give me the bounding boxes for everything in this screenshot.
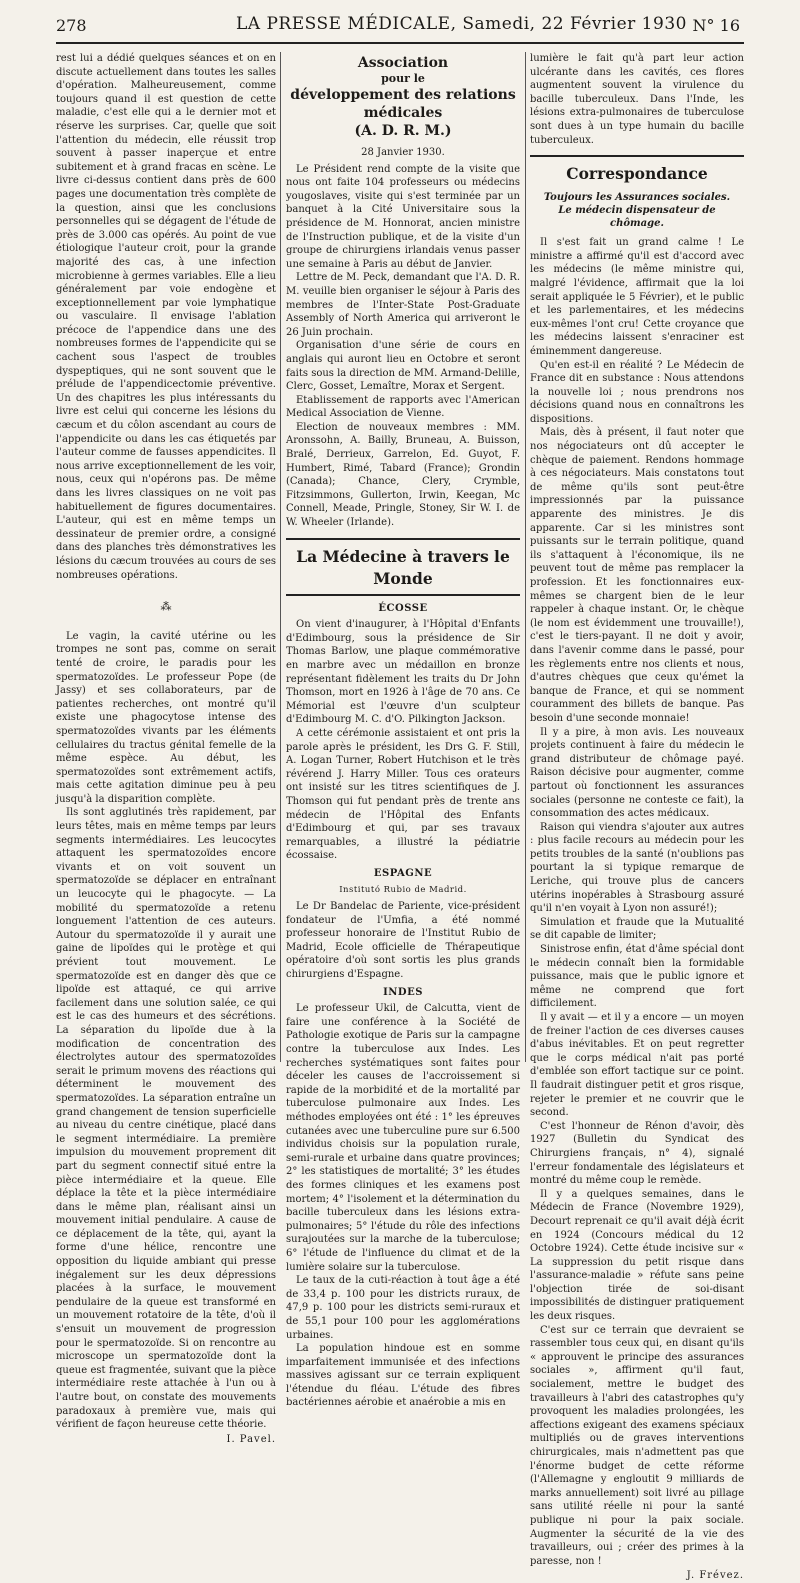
masthead-rule <box>56 42 744 44</box>
correspondance-paragraph: Il y a quelques semaines, dans le Médecin de France (Novembre 1929), Decourt reprenait ce qu'il avait déjà écrit en 1924 (Concours médical du 12 Octobre 1924). Cette étude incisive sur « La suppression du petit risque dans l'assurance-maladie » réfute sans peine l'objection tirée de soi-disant impossibilités de distinguer pratiquement les deux risques. <box>530 1188 744 1323</box>
masthead <box>0 0 800 46</box>
correspondance-paragraph: C'est l'honneur de Rénon d'avoir, dès 1927 (Bulletin du Syndicat des Chirurgiens français, n° 4), signalé l'erreur fondamentale des législateurs et montré du même coup le remède. <box>530 1120 744 1187</box>
page-number: 278 <box>56 16 87 35</box>
association-paragraph: Le Président rend compte de la visite que nous ont faite 104 professeurs ou médecins yougoslaves, visite qui s'est terminée par un banquet à la Cité Universitaire sous la présidence de M. Honnorat, ancien ministre de l'Instruction publique, et de la visite d'un groupe de chirurgiens irlandais venus passer une semaine à Paris au début de Janvier. <box>286 163 520 270</box>
association-heading <box>286 54 520 140</box>
ecosse-paragraph: A cette cérémonie assistaient et ont pris la parole après le président, les Drs G. F. Still, A. Logan Turner, Robert Hutchison et le très révérend J. Harry Miller. Tous ces orateurs ont insisté sur les titres scientifiques de J. Thomson qui fut pendant près de trente ans médecin de l'Hôpital des Enfants d'Edimbourg et qui, par ses travaux remarquables, a illustré la pédiatrie écossaise. <box>286 727 520 862</box>
column-right <box>530 52 744 1582</box>
section-separator-stars: ⁂ <box>160 600 172 614</box>
world-section-heading: La Médecine à travers le Monde <box>296 546 510 588</box>
correspondance-paragraph: Qu'en est-il en réalité ? Le Médecin de France dit en substance : Nous attendons la nouvelle loi ; nous prendrons nos décisions quand nous en connaîtrons les dispositions. <box>530 359 744 425</box>
institute-subheading: Institutó Rubio de Madrid. <box>339 884 467 895</box>
ecosse-paragraph: On vient d'inaugurer, à l'Hôpital d'Enfants d'Edimbourg, sous la présidence de Sir Thomas Barlow, une plaque commémorative en marbre avec un médaillon en bronze représentant fidèlement les traits du Dr John Thomson, mort en 1926 à l'âge de 70 ans. Ce Mémorial est l'œuvre d'un sculpteur d'Edimbourg M. C. d'O. Pilkington Jackson. <box>286 619 520 726</box>
association-paragraph: Lettre de M. Peck, demandant que l'A. D. R. M. veuille bien organiser le séjour à Paris des membres de l'Inter-State Post-Graduate Assembly of North America qui arriveront le 26 Juin prochain. <box>286 272 520 338</box>
correspondance-paragraph: Il y a pire, à mon avis. Les nouveaux projets continuent à faire du médecin le grand distributeur de chômage payé. Raison décisive pour augmenter, comme partout où fonctionnent les assurances sociales (personne ne conteste ce fait), la consommation des actes médicaux. <box>530 726 744 820</box>
article-signature: I. Pavel. <box>226 1433 276 1445</box>
correspondance-paragraph: Mais, dès à présent, il faut noter que nos négociateurs ont dû accepter le chèque de paiement. Rendons hommage à ces négociateurs. Mais constatons tout de même qu'ils sont peut-être impressionnés par la puissance apparente des ministres. Je dis apparente. Car si les ministres sont puissants sur le terrain politique, quand ils s'attaquent à l'économique, ils ne peuvent tout de même pas remplacer la profession. Et les fonctionnaires eux-mêmes se chargent bien de le leur rappeler à chaque instant. Or, le chèque (le nom est évidemment une trouvaille!), c'est le tiers-payant. Il ne doit y avoir, dans l'avenir comme dans le passé, pour les règlements entre nos clients et nous, d'autres chèques que ceux qu'émet la banque de France, et qui se nomment couramment des billets de banque. Pas besoin d'une seconde monnaie! <box>530 427 744 724</box>
correspondance-paragraph: C'est sur ce terrain que devraient se rassembler tous ceux qui, en disant qu'ils « approuvent le principe des assurances sociales », affirment qu'il faut, socialement, mettre le budget des travailleurs à l'abri des catastrophes qu'y provoquent les maladies prolongées, les affections exigeant des examens spéciaux multipliés ou de graves interventions chirurgicales, mais n'admettent pas que l'énorme budget de cette réforme (l'Allemagne y engloutit 9 milliards de marks annuellement) soit livré au pillage sans utilité réelle ni pour la santé publique ni pour la paix sociale. Augmenter la sécurité de la vie des travailleurs, oui ; créer des primes à la paresse, non ! <box>530 1324 744 1567</box>
meeting-date: 28 Janvier 1930. <box>361 147 445 158</box>
correspondance-paragraph: Simulation et fraude que la Mutualité se dit capable de limiter; <box>530 916 744 942</box>
correspondance-paragraph: Raison qui viendra s'ajouter aux autres : plus facile recours au médecin pour les petits troubles de la santé (n'oublions pas pourtant la si typique remarque de Leriche, qui trouve plus de cancers utérins inopérables à Strasbourg assuré qu'il n'en voyait à Lyon non assuré!); <box>530 821 744 915</box>
country-heading-espagne: ESPAGNE <box>373 867 433 879</box>
section-rule <box>530 155 744 157</box>
correspondance-paragraph: Il s'est fait un grand calme ! Le ministre a affirmé qu'il est d'accord avec les médecins (le même ministre qui, malgré l'évidence, affirmait que la loi serait appliquée le 5 Février), et le public et les parlementaires, et les médecins eux-mêmes l'ont cru! Cette croyance que les médecins laissent s'enraciner est éminemment dangereuse. <box>530 237 744 357</box>
association-paragraph: Etablissement de rapports avec l'American Medical Association de Vienne. <box>286 394 520 420</box>
country-heading-indes: INDES <box>383 986 423 998</box>
article-paragraph: Ils sont agglutinés très rapidement, par leurs têtes, mais en même temps par leurs segments intermédiaires. Les leucocytes attaquent les spermatozoïdes encore vivants et on voit souvent un spermatozoïde se déplacer en entraînant un leucocyte qui le phagocyte. — La mobilité du spermatozoïde a retenu longuement l'attention de ces auteurs. Autour du spermatozoïde il y aurait une gaine de lipoïdes qui le protège et qui prévient tout mouvement. Le spermatozoïde est en danger dès que ce lipoïde est attaqué, ce qui arrive facilement dans une solution salée, ce qui est le cas des humeurs et des sécrétions. La séparation du lipoïde due à la modification de concentration des électrolytes autour des spermatozoïdes serait le primum movens des réactions qui déterminent le mouvement des spermatozoïdes. La séparation entraîne un grand changement de tension superficielle au niveau du centre cinétique, placé dans le segment intermédiaire. La première impulsion du mouvement proprement dit part du segment connectif situé entre la pièce intermédiaire et la queue. Elle déplace la tête et la pièce intermédiaire dans le même plan, réalisant ainsi un mouvement initial pendulaire. A cause de ce déplacement de la tête, qui, ayant la forme d'une hélice, rencontre une opposition du liquide ambiant qui presse inégalement sur les deux dépressions placées à la surface, le mouvement pendulaire de la queue est transformé en un mouvement rotatoire de la tête, d'où il s'ensuit un mouvement de progression pour le spermatozoïde. Si on rencontre au microscope un spermatozoïde dont la queue est fragmentée, suivant que la pièce intermédiaire reste attachée à l'un ou à l'autre bout, on constate des mouvements paradoxaux à première vue, mais qui vérifient de façon heureuse cette théorie. <box>56 807 276 1431</box>
correspondance-paragraph: Sinistrose enfin, état d'âme spécial dont le médecin connaît bien la formidable puissance, mais que le public ignore et même ne comprend que fort difficilement. <box>530 944 744 1010</box>
correspondance-signature: J. Frévez. <box>686 1570 744 1582</box>
section-rule <box>286 538 520 540</box>
correspondance-heading: Correspondance <box>566 164 708 184</box>
association-acronym: (A. D. R. M.) <box>354 123 452 139</box>
issue-number: N° 16 <box>692 16 740 35</box>
association-paragraph: Election de nouveaux membres : MM. Aronssohn, A. Bailly, Bruneau, A. Buisson, Bralé, Derrieux, Garrelon, Ed. Guyot, F. Humbert, Rimé, Tabard (France); Grondin (Canada); Chance, Clery, Crymble, Fitzsimmons, Gullerton, Irwin, Keegan, Mc Connell, Meade, Pringle, Stoney, Sir W. I. de W. Wheeler (Irlande). <box>286 421 520 529</box>
association-paragraph: Organisation d'une série de cours en anglais qui auront lieu en Octobre et seront faits sous la direction de MM. Armand-Delille, Clerc, Gosset, Lemaître, Morax et Sergent. <box>286 340 521 393</box>
journal-title: LA PRESSE MÉDICALE, Samedi, 22 Février 1930 <box>236 14 687 34</box>
indes-paragraph: Le professeur Ukil, de Calcutta, vient de faire une conférence à la Société de Pathologie exotique de Paris sur la campagne contre la tuberculose aux Indes. Les recherches systématiques sont faites pour déceler les causes de l'accroissement si rapide de la morbidité et de la mortalité par tuberculose pulmonaire aux Indes. Les méthodes employées ont été : 1° les épreuves cutanées avec une tuberculine pure sur 6.500 individus choisis sur la population rurale, semi-rurale et urbaine dans quatre provinces; 2° les statistiques de mortalité; 3° les études des formes cliniques et les examens post mortem; 4° l'isolement et la détermination du bacille tuberculeux dans les lésions extra-pulmonaires; 5° l'étude du rôle des infections surajoutées sur la marche de la tuberculose; 6° l'étude de l'influence du climat et de la lumière solaire sur la tuberculose. <box>286 1003 520 1273</box>
association-title-line2: pour le <box>381 72 425 85</box>
article-paragraph: Le vagin, la cavité utérine ou les trompes ne sont pas, comme on serait tenté de croire, le paradis pour les spermatozoïdes. Le professeur Pope (de Jassy) et ses collaborateurs, par de patientes recherches, ont montré qu'il existe une phagocytose intense des spermatozoïdes vivants par les éléments cellulaires du tractus génital femelle de la même espèce. Au début, les spermatozoïdes sont extrêmement actifs, mais cette agitation diminue peu à peu jusqu'à la disparition complète. <box>56 630 276 805</box>
association-title-line3: développement des relations médicales <box>290 87 516 121</box>
correspondance-subtitle-2: Le médecin dispensateur de chômage. <box>558 205 716 230</box>
correspondance-subtitle-1: Toujours les Assurances sociales. <box>543 192 731 204</box>
article-paragraph: rest lui a dédié quelques séances et on en discute actuellement dans toutes les salles d'opération. Malheureusement, comme toujours quand il est question de cette maladie, c'est elle qui a le dernier mot et réserve les surprises. Car, quelle que soit l'attention du médecin, elle réussit trop souvent à passer inaperçue et entre subitement et à grand fracas en scène. Le livre ci-dessus contient dans près de 600 pages une documentation très complète de la question, ainsi que les conclusions personnelles qui se dégagent de l'étude de près de 3.000 cas opérés. Au point de vue étiologique l'auteur croit, pour la grande majorité des cas, à une infection microbienne à germes variables. Elle a lieu généralement par voie endogène et exceptionnellement par voie lymphatique ou vasculaire. Il envisage l'ablation précoce de l'appendice dans une des nombreuses formes de l'appendicite qui se cachent sous l'aspect de troubles dyspeptiques, qui ne sont souvent que le prélude de l'appendicectomie préventive. Un des chapitres les plus intéressants du livre est celui qui concerne les lésions du cæcum et du côlon ascendant au cours de l'appendicite ou dans les cas étiquetés par l'auteur comme de fausses appendicites. Il nous arrive exceptionnellement de les voir, nous, ceux qui n'opérons pas. De même dans les livres classiques on ne voit pas habituellement de figures documentaires. L'auteur, qui est en même temps un dessinateur de premier ordre, a consigné dans des planches très démonstratives les lésions du cæcum trouvées au cours de ses nombreuses opérations. <box>56 53 276 581</box>
indes-paragraph: Le taux de la cuti-réaction à tout âge a été de 33,4 p. 100 pour les districts ruraux, de 47,9 p. 100 pour les districts semi-ruraux et de 55,1 pour 100 pour les agglomérations urbaines. <box>286 1275 520 1341</box>
country-heading-ecosse: ÉCOSSE <box>378 602 428 614</box>
association-title-line1: Association <box>357 55 449 71</box>
espagne-paragraph: Le Dr Bandelac de Pariente, vice-président fondateur de l'Umfia, a été nommé professeur honoraire de l'Institut Rubio de Madrid, Ecole officielle de Thérapeutique opératoire d'où sont sortis les plus grands chirurgiens d'Espagne. <box>286 901 520 981</box>
correspondance-paragraph: Il y avait — et il y a encore — un moyen de freiner l'action de ces diverses causes d'abus inévitables. Et on peut regretter que le corps médical n'ait pas porté d'emblée son effort tactique sur ce point. Il faudrait distinguer petit et gros risque, rejeter le premier et ne couvrir que le second. <box>530 1012 744 1119</box>
column-divider-1 <box>280 52 281 1062</box>
column-middle <box>286 52 521 1409</box>
indes-paragraph: La population hindoue est en somme imparfaitement immunisée et des infections massives agissant sur ce terrain expliquent l'étendue du fléau. L'étude des fibres bactériennes aérobie et anaérobie a mis en <box>286 1343 520 1409</box>
section-rule <box>286 594 520 596</box>
column-left <box>56 52 276 1445</box>
column-divider-2 <box>525 52 526 1062</box>
indes-continuation: lumière le fait qu'à part leur action ulcérante dans les cavités, ces flores augmentent souvent la virulence du bacille tuberculeux. Dans l'Inde, les lésions extra-pulmonaires de tuberculose sont dues à un type humain du bacille tuberculeux. <box>530 53 744 146</box>
